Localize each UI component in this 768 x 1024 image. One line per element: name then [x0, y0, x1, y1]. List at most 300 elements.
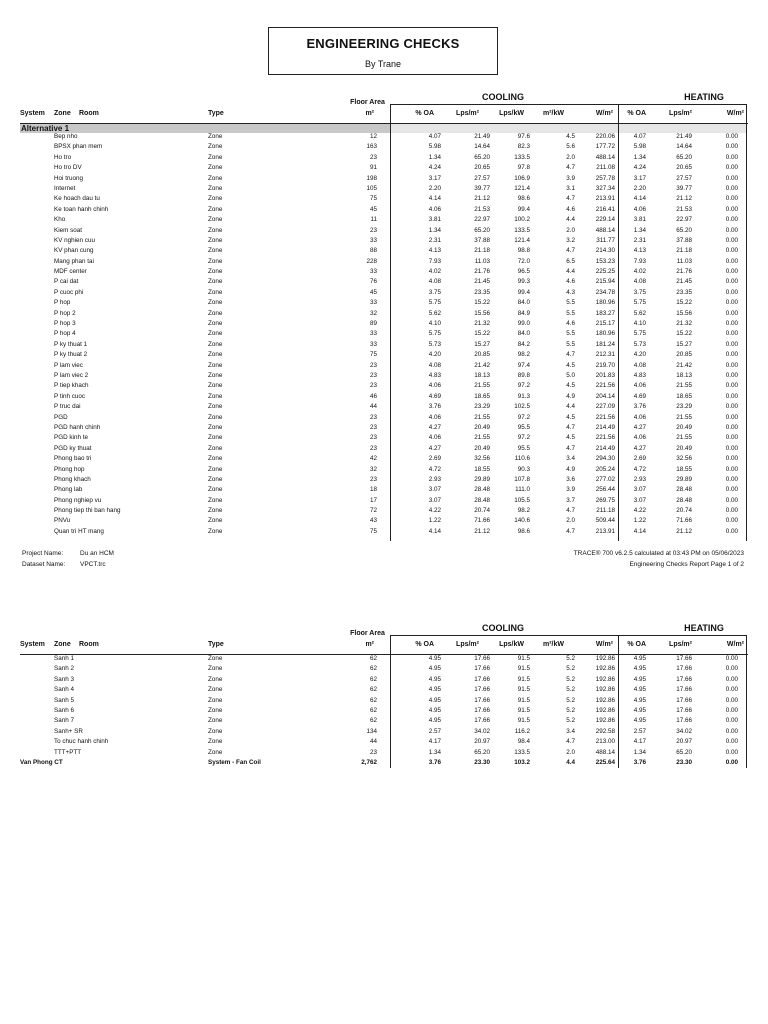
cool-oa-cell: 7.93: [428, 257, 441, 265]
room-cell: P hop 3: [54, 320, 76, 328]
cool-m2kw-cell: 5.2: [566, 696, 575, 704]
cool-lpsm2-cell: 21.12: [474, 527, 490, 535]
cool-lpskw-cell: 102.5: [514, 403, 530, 411]
cool-lpsm2-cell: 23.30: [474, 758, 490, 766]
page-info-text: Engineering Checks Report Page 1 of 2: [629, 561, 744, 568]
room-cell: P ky thuat 1: [54, 340, 88, 348]
heat-oa-header: % OA: [627, 110, 646, 117]
type-cell: Zone: [208, 278, 223, 286]
cool-lpskw-cell: 98.6: [517, 195, 530, 203]
cool-wm2-cell: 215.94: [595, 278, 615, 286]
cool-lpskw-header-2: Lps/kW: [499, 641, 524, 648]
cool-lpsm2-cell: 21.32: [474, 320, 490, 328]
type-cell: Zone: [208, 247, 223, 255]
floor-area-unit-2: m²: [365, 641, 374, 648]
cool-m2kw-header-2: m²/kW: [543, 641, 564, 648]
cool-m2kw-cell: 5.2: [566, 675, 575, 683]
table-row: [20, 142, 748, 152]
floor-area-cell: 75: [369, 527, 377, 535]
room-cell: Sanh+ SR: [54, 727, 83, 735]
room-cell: Bep nho: [54, 133, 78, 140]
room-cell: Kiem soat: [54, 226, 82, 234]
cooling-group-label: COOLING: [482, 92, 524, 102]
cool-wm2-cell: 269.75: [595, 496, 615, 504]
heat-wm2-cell: 0.00: [725, 205, 738, 213]
cool-lpsm2-cell: 21.55: [474, 434, 490, 442]
type-cell: Zone: [208, 226, 223, 234]
heat-lpsm2-cell: 21.18: [676, 247, 692, 255]
cool-lpskw-cell: 140.6: [514, 517, 530, 525]
table-row: [20, 298, 748, 308]
heat-wm2-cell: 0.00: [725, 403, 738, 411]
heat-oa-cell: 1.34: [633, 153, 646, 161]
cool-m2kw-cell: 5.2: [566, 706, 575, 714]
room-cell: P truc dai: [54, 403, 81, 411]
room-cell: P tiep khach: [54, 382, 89, 390]
cool-m2kw-cell: 6.5: [566, 257, 575, 265]
cool-lpsm2-cell: 32.56: [474, 455, 490, 463]
cool-m2kw-cell: 5.5: [566, 330, 575, 338]
heat-oa-cell: 3.76: [633, 758, 646, 766]
cool-oa-cell: 4.95: [428, 696, 441, 704]
cool-oa-cell: 2.57: [428, 727, 441, 735]
cool-m2kw-cell: 4.7: [566, 351, 575, 359]
cool-lpsm2-cell: 28.48: [474, 496, 490, 504]
room-col-header: Room: [79, 110, 99, 117]
cool-wm2-cell: 219.70: [595, 361, 615, 369]
floor-area-cell: 76: [369, 278, 377, 286]
room-cell: Sanh 5: [54, 696, 74, 704]
cool-wm2-cell: 229.14: [595, 216, 615, 224]
cool-wm2-cell: 192.86: [595, 675, 615, 683]
heat-wm2-header-2: W/m²: [726, 641, 744, 648]
heat-oa-cell: 4.95: [633, 706, 646, 714]
page2-table-body: [20, 654, 748, 768]
floor-area-cell: 45: [369, 288, 377, 296]
floor-area-cell: 62: [369, 696, 377, 704]
cool-m2kw-cell: 3.9: [566, 174, 575, 182]
cool-m2kw-cell: 4.9: [566, 465, 575, 473]
cool-wm2-cell: 225.25: [595, 268, 615, 276]
floor-area-cell: 23: [369, 434, 377, 442]
floor-area-cell: 198: [366, 174, 377, 182]
cool-lpsm2-cell: 21.55: [474, 382, 490, 390]
heat-wm2-cell: 0.00: [725, 696, 738, 704]
table-row: [20, 205, 748, 215]
room-cell: Ke hoach dau tu: [54, 195, 100, 203]
cool-lpskw-cell: 91.5: [517, 717, 530, 725]
heat-oa-cell: 4.27: [633, 444, 646, 452]
floor-area-cell: 33: [369, 340, 377, 348]
room-cell: Mang phan tai: [54, 257, 94, 265]
heat-wm2-cell: 0.00: [725, 392, 738, 400]
room-cell: KV nghien cuu: [54, 236, 95, 244]
heat-wm2-cell: 0.00: [725, 153, 738, 161]
cool-lpsm2-cell: 15.56: [474, 309, 490, 317]
cool-lpsm2-cell: 65.20: [474, 226, 490, 234]
cool-m2kw-cell: 4.4: [566, 216, 575, 224]
room-cell: P cuoc phi: [54, 288, 84, 296]
heat-wm2-cell: 0.00: [725, 330, 738, 338]
cool-lpskw-cell: 99.3: [517, 278, 530, 286]
heat-wm2-cell: 0.00: [725, 174, 738, 182]
cool-oa-cell: 1.22: [428, 517, 441, 525]
system-col-header: System: [20, 110, 45, 117]
floor-area-cell: 62: [369, 686, 377, 694]
cool-lpsm2-cell: 18.55: [474, 465, 490, 473]
table-row: [20, 392, 748, 402]
heat-lpsm2-cell: 27.57: [676, 174, 692, 182]
cool-lpskw-cell: 111.0: [515, 486, 530, 494]
table-row: [20, 246, 748, 256]
heat-oa-cell: 4.69: [633, 392, 646, 400]
cool-m2kw-cell: 4.7: [566, 423, 575, 431]
cool-lpskw-cell: 98.6: [517, 527, 530, 535]
cool-oa-cell: 4.06: [428, 205, 441, 213]
cool-lpskw-cell: 90.3: [517, 465, 530, 473]
type-cell: Zone: [208, 174, 223, 182]
heat-oa-cell: 4.14: [633, 527, 646, 535]
cool-m2kw-cell: 4.7: [566, 195, 575, 203]
heat-lpsm2-cell: 15.56: [676, 309, 692, 317]
type-cell: Zone: [208, 382, 223, 390]
floor-area-cell: 23: [369, 444, 377, 452]
cool-oa-cell: 4.06: [428, 413, 441, 421]
room-cell: P hop 4: [54, 330, 76, 338]
report-subtitle: By Trane: [364, 59, 402, 69]
cool-wm2-cell: 292.58: [595, 727, 615, 735]
cool-lpsm2-cell: 21.18: [474, 247, 490, 255]
heat-oa-cell: 4.08: [633, 361, 646, 369]
heat-wm2-cell: 0.00: [725, 507, 738, 515]
room-cell: Phong tiep thi ban hang: [54, 507, 121, 515]
cool-oa-cell: 3.07: [428, 486, 441, 494]
floor-area-cell: 23: [369, 226, 377, 234]
cool-m2kw-cell: 5.2: [566, 665, 575, 673]
type-cell: Zone: [208, 330, 223, 338]
room-cell: Phong nghiep vu: [54, 496, 102, 504]
cool-m2kw-cell: 5.2: [566, 686, 575, 694]
type-cell: Zone: [208, 655, 223, 662]
room-cell: Hoi truong: [54, 174, 84, 182]
cool-lpsm2-cell: 17.66: [474, 696, 490, 704]
heat-lpsm2-cell: 23.29: [676, 403, 692, 411]
cool-wm2-cell: 192.86: [595, 696, 615, 704]
floor-area-cell: 72: [369, 507, 377, 515]
heat-oa-cell: 3.07: [633, 486, 646, 494]
heat-oa-cell: 4.22: [633, 507, 646, 515]
type-cell: Zone: [208, 717, 223, 725]
heat-lpsm2-cell: 20.85: [676, 351, 692, 359]
cool-wm2-cell: 204.14: [595, 392, 615, 400]
cool-lpsm2-cell: 14.64: [474, 143, 490, 151]
floor-area-label-2: Floor Area: [350, 630, 385, 637]
cool-m2kw-cell: 2.0: [566, 226, 575, 234]
heat-lpsm2-cell: 28.48: [676, 486, 692, 494]
heat-wm2-cell: 0.00: [725, 320, 738, 328]
cool-oa-cell: 3.75: [428, 288, 441, 296]
heat-wm2-cell: 0.00: [725, 351, 738, 359]
table-row: [20, 381, 748, 391]
cool-lpsm2-cell: 17.66: [474, 665, 490, 673]
table-row: [20, 184, 748, 194]
cool-m2kw-cell: 4.7: [566, 247, 575, 255]
cool-oa-cell: 3.76: [428, 758, 441, 766]
cool-m2kw-cell: 3.4: [566, 455, 575, 463]
cool-oa-cell: 4.22: [428, 507, 441, 515]
heat-wm2-cell: 0.00: [725, 309, 738, 317]
cool-lpskw-cell: 82.3: [517, 143, 530, 151]
cool-lpsm2-cell: 22.97: [474, 216, 490, 224]
table-row: [20, 748, 748, 758]
cool-lpsm2-cell: 20.49: [474, 444, 490, 452]
table-row: [20, 257, 748, 267]
room-cell: Internet: [54, 184, 76, 192]
floor-area-cell: 33: [369, 236, 377, 244]
cool-lpsm2-cell: 21.76: [474, 268, 490, 276]
cool-m2kw-cell: 4.7: [566, 164, 575, 172]
cool-lpsm2-cell: 21.12: [474, 195, 490, 203]
floor-area-cell: 23: [369, 382, 377, 390]
heat-lpsm2-cell: 20.49: [676, 423, 692, 431]
cool-oa-cell: 3.81: [428, 216, 441, 224]
floor-area-cell: 62: [369, 665, 377, 673]
heat-lpsm2-cell: 17.66: [676, 686, 692, 694]
cool-wm2-cell: 212.31: [595, 351, 615, 359]
floor-area-label: Floor Area: [350, 99, 385, 106]
dataset-name-label: Dataset Name:: [22, 561, 66, 568]
heat-wm2-cell: 0.00: [725, 465, 738, 473]
heat-lpsm2-cell: 14.64: [676, 143, 692, 151]
heat-wm2-cell: 0.00: [725, 340, 738, 348]
table-row: [20, 329, 748, 339]
cool-wm2-cell: 294.30: [595, 455, 615, 463]
cool-lpskw-cell: 107.8: [514, 475, 530, 483]
cool-lpskw-cell: 100.2: [514, 216, 530, 224]
heat-oa-cell: 2.69: [633, 455, 646, 463]
table-row: [20, 716, 748, 726]
heat-lpsm2-cell: 32.56: [676, 455, 692, 463]
heat-wm2-cell: 0.00: [725, 655, 738, 662]
cool-lpskw-cell: 133.5: [514, 153, 530, 161]
heat-oa-cell: 4.08: [633, 278, 646, 286]
cool-wm2-cell: 181.24: [595, 340, 615, 348]
cool-m2kw-cell: 3.7: [566, 496, 575, 504]
heat-lpsm2-cell: 21.12: [676, 195, 692, 203]
cool-m2kw-cell: 3.6: [566, 475, 575, 483]
cool-wm2-cell: 220.06: [595, 133, 615, 140]
room-cell: PGD ky thuat: [54, 444, 92, 452]
cool-wm2-cell: 256.44: [595, 486, 615, 494]
cool-lpsm2-cell: 23.35: [474, 288, 490, 296]
heating-group-label-2: HEATING: [684, 623, 724, 633]
heat-wm2-cell: 0.00: [725, 299, 738, 307]
cool-lpsm2-cell: 15.22: [474, 299, 490, 307]
table-row: [20, 706, 748, 716]
heat-wm2-cell: 0.00: [725, 143, 738, 151]
heat-wm2-cell: 0.00: [725, 738, 738, 746]
heat-lpsm2-cell: 28.48: [676, 496, 692, 504]
type-cell: Zone: [208, 205, 223, 213]
cool-m2kw-cell: 5.2: [566, 717, 575, 725]
type-cell: Zone: [208, 361, 223, 369]
heat-oa-cell: 4.06: [633, 205, 646, 213]
floor-area-cell: 228: [366, 257, 377, 265]
cool-oa-cell: 1.34: [428, 748, 441, 756]
heat-wm2-cell: 0.00: [725, 665, 738, 673]
heat-wm2-cell: 0.00: [725, 236, 738, 244]
floor-area-cell: 45: [369, 205, 377, 213]
cool-wm2-cell: 211.08: [596, 164, 615, 172]
floor-area-cell: 12: [369, 133, 377, 140]
heat-oa-cell: 4.13: [633, 247, 646, 255]
cool-m2kw-cell: 4.7: [566, 507, 575, 515]
heat-lpsm2-cell: 65.20: [676, 153, 692, 161]
cool-lpsm2-cell: 20.49: [474, 423, 490, 431]
table-row: [20, 361, 748, 371]
heat-oa-cell: 4.10: [633, 320, 646, 328]
room-cell: PNVu: [54, 517, 71, 525]
type-cell: Zone: [208, 392, 223, 400]
type-cell: Zone: [208, 465, 223, 473]
heat-lpsm2-cell: 11.03: [676, 257, 692, 265]
heat-lpsm2-cell: 21.55: [676, 434, 692, 442]
type-cell: Zone: [208, 153, 223, 161]
type-cell: Zone: [208, 268, 223, 276]
heat-oa-cell: 5.75: [633, 330, 646, 338]
floor-area-cell: 75: [369, 195, 377, 203]
cool-lpsm2-cell: 27.57: [474, 174, 490, 182]
cool-oa-cell: 4.14: [428, 527, 441, 535]
heat-lpsm2-header-2: Lps/m²: [669, 641, 692, 648]
room-cell: Ke toan hanh chinh: [54, 205, 109, 213]
cool-oa-cell: 4.20: [428, 351, 441, 359]
cool-lpskw-cell: 72.0: [517, 257, 530, 265]
table-row: [20, 675, 748, 685]
cool-lpskw-cell: 106.9: [514, 174, 530, 182]
zone-col-header: Zone: [54, 110, 71, 117]
table-row: [20, 413, 748, 423]
heat-wm2-cell: 0.00: [725, 675, 738, 683]
floor-area-cell: 105: [366, 184, 377, 192]
room-cell: P lam viec 2: [54, 371, 89, 379]
project-name-label: Project Name:: [22, 550, 64, 557]
cool-lpsm2-cell: 17.66: [474, 706, 490, 714]
table-row: [20, 226, 748, 236]
table-row: [20, 371, 748, 381]
heat-oa-cell: 4.06: [633, 434, 646, 442]
floor-area-cell: 75: [369, 351, 377, 359]
cool-m2kw-cell: 4.6: [566, 205, 575, 213]
table-row: [20, 350, 748, 360]
room-cell: Quan tri HT mang: [54, 527, 104, 535]
floor-area-cell: 91: [369, 164, 377, 172]
cool-lpskw-cell: 133.5: [514, 226, 530, 234]
table-row: [20, 516, 748, 526]
cool-lpskw-cell: 99.4: [517, 288, 530, 296]
room-cell: BPSX phan mem: [54, 143, 103, 151]
cool-lpskw-cell: 97.4: [517, 361, 530, 369]
cool-lpskw-cell: 84.0: [517, 330, 530, 338]
heat-wm2-cell: 0.00: [725, 195, 738, 203]
cool-wm2-cell: 192.86: [595, 717, 615, 725]
cool-m2kw-cell: 4.7: [566, 527, 575, 535]
cool-wm2-cell: 214.49: [595, 444, 615, 452]
cool-m2kw-cell: 4.4: [566, 403, 575, 411]
cool-lpsm2-cell: 39.77: [474, 184, 490, 192]
table-row: [20, 402, 748, 412]
type-cell: Zone: [208, 143, 223, 151]
type-cell: Zone: [208, 299, 223, 307]
cool-wm2-cell: 488.14: [595, 748, 615, 756]
cool-m2kw-cell: 2.0: [566, 153, 575, 161]
cool-m2kw-cell: 5.2: [566, 655, 575, 662]
heat-lpsm2-cell: 18.13: [676, 371, 692, 379]
heat-oa-cell: 2.31: [633, 236, 646, 244]
type-cell: Zone: [208, 527, 223, 535]
type-cell: Zone: [208, 164, 223, 172]
calc-info-text: TRACE® 700 v6.2.5 calculated at 03:43 PM on 05/06/2023: [573, 550, 744, 557]
cool-lpskw-cell: 84.0: [517, 299, 530, 307]
cool-m2kw-header: m²/kW: [543, 110, 564, 117]
heat-oa-cell: 4.17: [633, 738, 646, 746]
cool-oa-cell: 4.06: [428, 434, 441, 442]
room-cell: Sanh 4: [54, 686, 74, 694]
room-cell: P ky thuat 2: [54, 351, 88, 359]
cool-lpsm2-cell: 15.22: [474, 330, 490, 338]
heat-lpsm2-cell: 39.77: [676, 184, 692, 192]
type-cell: Zone: [208, 455, 223, 463]
heat-oa-cell: 5.73: [633, 340, 646, 348]
heat-oa-cell: 4.20: [633, 351, 646, 359]
floor-area-cell: 43: [369, 517, 377, 525]
cool-lpsm2-cell: 17.66: [474, 675, 490, 683]
cool-oa-cell: 1.34: [428, 153, 441, 161]
heat-wm2-cell: 0.00: [725, 486, 738, 494]
type-cell: Zone: [208, 288, 223, 296]
cool-m2kw-cell: 4.7: [566, 444, 575, 452]
cool-oa-cell: 5.73: [428, 340, 441, 348]
cool-oa-header: % OA: [415, 110, 434, 117]
cool-lpskw-cell: 91.5: [517, 665, 530, 673]
cool-oa-cell: 4.24: [428, 164, 441, 172]
heat-oa-cell: 3.17: [633, 174, 646, 182]
cool-m2kw-cell: 3.4: [566, 727, 575, 735]
heat-oa-cell: 2.20: [633, 184, 646, 192]
type-cell: Zone: [208, 727, 223, 735]
cool-oa-cell: 4.95: [428, 665, 441, 673]
cool-lpskw-cell: 97.8: [517, 164, 530, 172]
heat-lpsm2-cell: 17.66: [676, 706, 692, 714]
cool-wm2-header: W/m²: [595, 110, 613, 117]
heat-lpsm2-cell: 37.88: [676, 236, 692, 244]
floor-area-cell: 17: [369, 496, 377, 504]
table-row: [20, 153, 748, 163]
heat-wm2-cell: 0.00: [725, 247, 738, 255]
table-row: [20, 727, 748, 737]
heat-lpsm2-cell: 21.45: [676, 278, 692, 286]
cool-m2kw-cell: 2.0: [566, 517, 575, 525]
cool-lpskw-cell: 97.2: [517, 413, 530, 421]
cool-lpsm2-header-2: Lps/m²: [456, 641, 479, 648]
heat-wm2-cell: 0.00: [725, 706, 738, 714]
floor-area-cell: 23: [369, 371, 377, 379]
heat-wm2-cell: 0.00: [725, 226, 738, 234]
cool-lpskw-cell: 103.2: [514, 758, 530, 766]
heat-wm2-cell: 0.00: [725, 133, 738, 140]
type-cell: Zone: [208, 236, 223, 244]
type-cell: Zone: [208, 706, 223, 714]
